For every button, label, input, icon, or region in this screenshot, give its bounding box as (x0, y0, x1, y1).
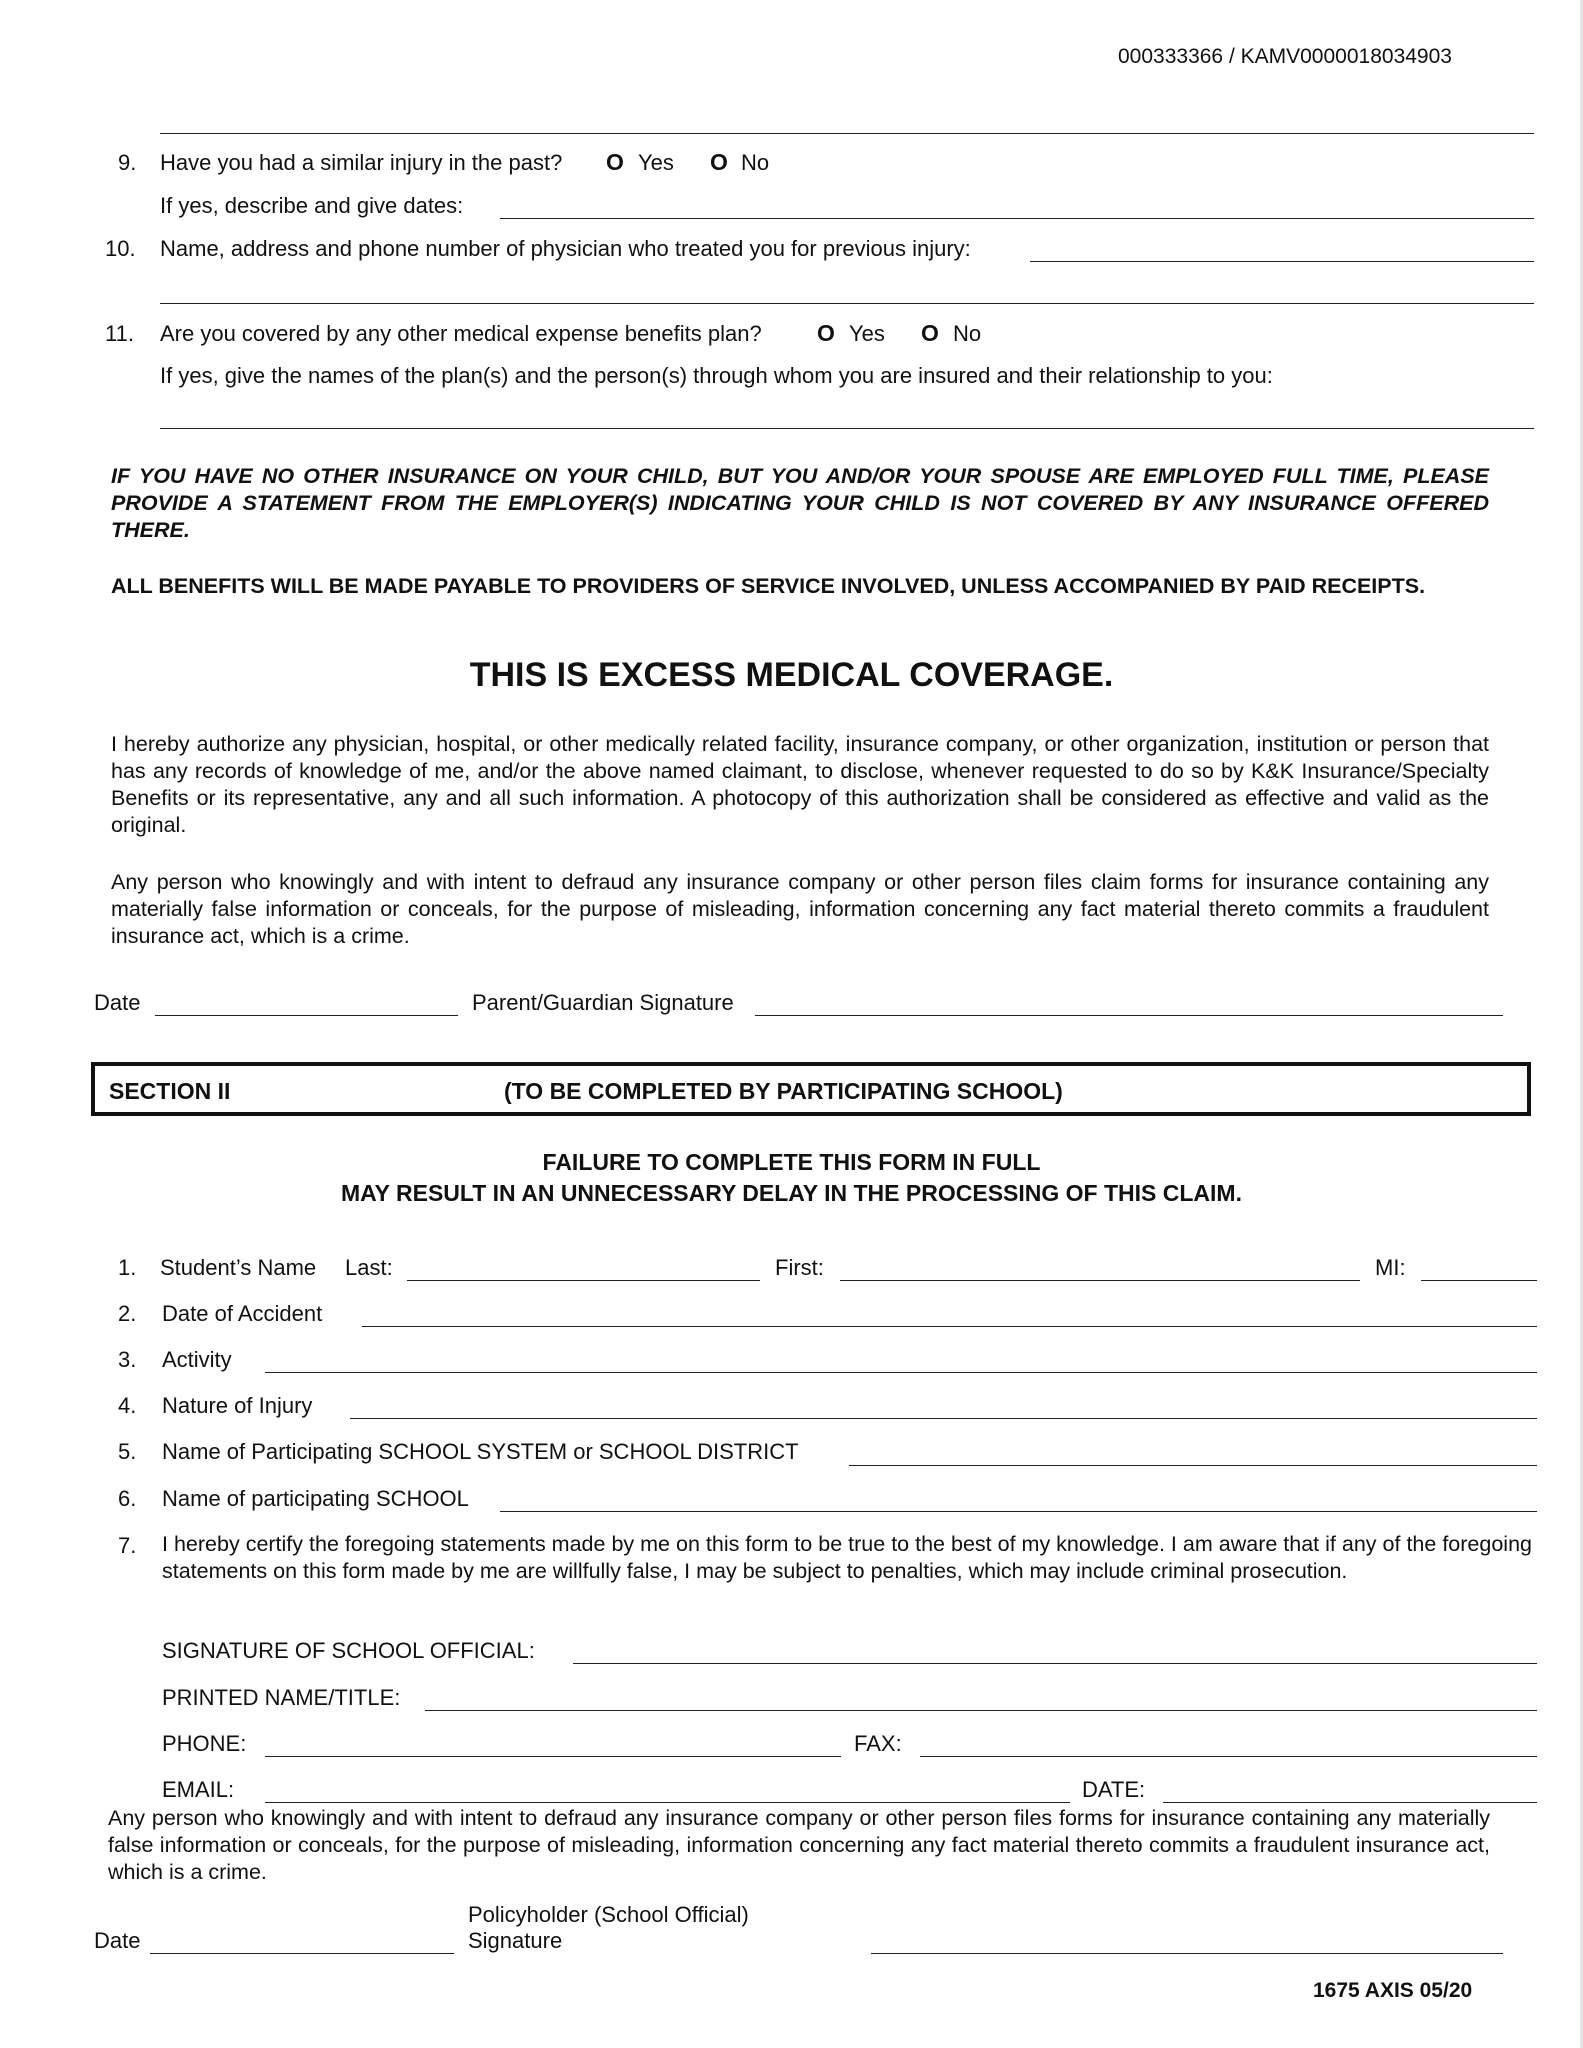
question-number: 5. (118, 1439, 137, 1464)
fraud-warning: Any person who knowingly and with intent to defraud any insurance company or other person files claim forms for insurance containing any materially false information or conceals, for the purpose of misleading, information concerning any fact material thereto commits a fraudulent insurance act, which is a crime. (111, 870, 1489, 948)
activity-label: Activity (162, 1347, 232, 1372)
parent-signature-label: Parent/Guardian Signature (472, 990, 734, 1015)
form-code: 1675 AXIS 05/20 (1313, 1979, 1473, 2002)
printed-name-label: PRINTED NAME/TITLE: (162, 1685, 401, 1710)
nature-of-injury-label: Nature of Injury (162, 1393, 313, 1418)
question-number: 10. (105, 236, 136, 261)
radio-no-label: No (953, 321, 982, 346)
official-date-field[interactable] (1163, 1802, 1537, 1803)
date-field[interactable] (155, 1015, 458, 1016)
excess-coverage-heading: THIS IS EXCESS MEDICAL COVERAGE. (469, 656, 1114, 694)
phone-label: PHONE: (162, 1731, 247, 1756)
official-signature-label: SIGNATURE OF SCHOOL OFFICIAL: (162, 1638, 535, 1663)
nature-of-injury-field[interactable] (350, 1418, 1537, 1419)
answer-line-q10[interactable] (1030, 261, 1534, 262)
printed-name-field[interactable] (425, 1710, 1537, 1711)
warning-line-2: MAY RESULT IN AN UNNECESSARY DELAY IN THE PROCESSING OF THIS CLAIM. (341, 1180, 1242, 1206)
school-name-field[interactable] (500, 1511, 1537, 1512)
first-name-label: First: (775, 1255, 824, 1280)
email-field[interactable] (265, 1802, 1070, 1803)
radio-yes[interactable]: O (817, 320, 835, 346)
section-title: SECTION II (109, 1078, 231, 1104)
authorization-paragraph: I hereby authorize any physician, hospital, or other medically related facility, insurance company, or other organization, institution or person that has any records of knowledge of me, and/or the above named claimant, to disclose, whenever requested to do so by K&K Insurance/Specialty Benefits or its representative, any and all such information. A photocopy of this authorization shall be considered as effective and valid as the original. (111, 732, 1489, 837)
question-number: 7. (118, 1533, 137, 1558)
radio-no[interactable]: O (710, 149, 728, 175)
fax-label: FAX: (854, 1731, 902, 1756)
phone-field[interactable] (265, 1756, 841, 1757)
document-id: 000333366 / KAMV0000018034903 (1118, 45, 1452, 68)
radio-yes-label: Yes (849, 321, 885, 346)
policyholder-signature-field[interactable] (871, 1953, 1503, 1954)
section-ii-header (91, 1062, 1531, 1116)
email-label: EMAIL: (162, 1777, 235, 1802)
notice-benefits: ALL BENEFITS WILL BE MADE PAYABLE TO PROVIDERS OF SERVICE INVOLVED, UNLESS ACCOMPANIED BY PAID RECEIPTS. (111, 574, 1426, 598)
date-of-accident-field[interactable] (362, 1326, 1537, 1327)
question-number: 2. (118, 1301, 137, 1326)
radio-yes[interactable]: O (606, 149, 624, 175)
school-name-label: Name of participating SCHOOL (162, 1486, 469, 1511)
parent-signature-field[interactable] (755, 1015, 1503, 1016)
middle-initial-field[interactable] (1421, 1280, 1537, 1281)
school-system-label: Name of Participating SCHOOL SYSTEM or SCHOOL DISTRICT (162, 1439, 799, 1464)
question-text: Name, address and phone number of physician who treated you for previous injury: (160, 236, 971, 261)
followup-label: If yes, give the names of the plan(s) and the person(s) through whom you are insured and their relationship to you: (160, 363, 1273, 388)
policyholder-label-line2: Signature (468, 1928, 563, 1953)
warning-line-1: FAILURE TO COMPLETE THIS FORM IN FULL (542, 1149, 1041, 1175)
question-number: 6. (118, 1486, 137, 1511)
school-system-field[interactable] (849, 1465, 1537, 1466)
question-text: Are you covered by any other medical expense benefits plan? (160, 321, 762, 346)
question-number: 11. (105, 321, 134, 346)
question-number: 9. (118, 150, 137, 175)
question-text: Have you had a similar injury in the past? (160, 150, 563, 175)
question-number: 1. (118, 1255, 137, 1280)
date-label: Date (94, 1928, 141, 1953)
middle-initial-label: MI: (1375, 1255, 1406, 1280)
question-number: 3. (118, 1347, 137, 1372)
question-number: 4. (118, 1393, 137, 1418)
fax-field[interactable] (920, 1756, 1537, 1757)
section-subtitle: (TO BE COMPLETED BY PARTICIPATING SCHOOL) (504, 1078, 1063, 1104)
radio-no-label: No (741, 150, 770, 175)
radio-no[interactable]: O (921, 320, 939, 346)
first-name-field[interactable] (840, 1280, 1360, 1281)
policyholder-label-line1: Policyholder (School Official) (468, 1902, 749, 1927)
last-name-label: Last: (345, 1255, 393, 1280)
fraud-warning-school: Any person who knowingly and with intent to defraud any insurance company or other person files forms for insurance containing any materially false information or conceals, for the purpose of misleading, information concerning any fact material thereto commits a fraudulent insurance act, which is a crime. (108, 1806, 1490, 1884)
answer-line-q8[interactable] (160, 133, 1534, 134)
date-label: Date (94, 990, 141, 1015)
radio-yes-label: Yes (638, 150, 674, 175)
answer-line-q10-2[interactable] (160, 303, 1534, 304)
student-name-label: Student’s Name (160, 1255, 317, 1280)
followup-label: If yes, describe and give dates: (160, 193, 464, 218)
answer-line-q11[interactable] (160, 428, 1534, 429)
date-field[interactable] (150, 1953, 454, 1954)
date-caps-label: DATE: (1082, 1777, 1146, 1802)
last-name-field[interactable] (407, 1280, 760, 1281)
notice-no-insurance: IF YOU HAVE NO OTHER INSURANCE ON YOUR CHILD, BUT YOU AND/OR YOUR SPOUSE ARE EMPLOYED FULL TIME, PLEASE PROVIDE A STATEMENT FROM THE EMPLOYER(S) INDICATING YOUR CHILD IS NOT COVERED BY ANY INSURANCE OFFERED THERE. (111, 464, 1489, 542)
official-signature-field[interactable] (573, 1663, 1537, 1664)
activity-field[interactable] (265, 1372, 1537, 1373)
answer-line-q9[interactable] (500, 218, 1534, 219)
certification-text: I hereby certify the foregoing statements made by me on this form to be true to the best of my knowledge. I am aware that if any of the foregoing statements on this form made by me are willfully false, I may be subject to penalties, which may include criminal prosecution. (162, 1532, 1532, 1583)
date-of-accident-label: Date of Accident (162, 1301, 323, 1326)
